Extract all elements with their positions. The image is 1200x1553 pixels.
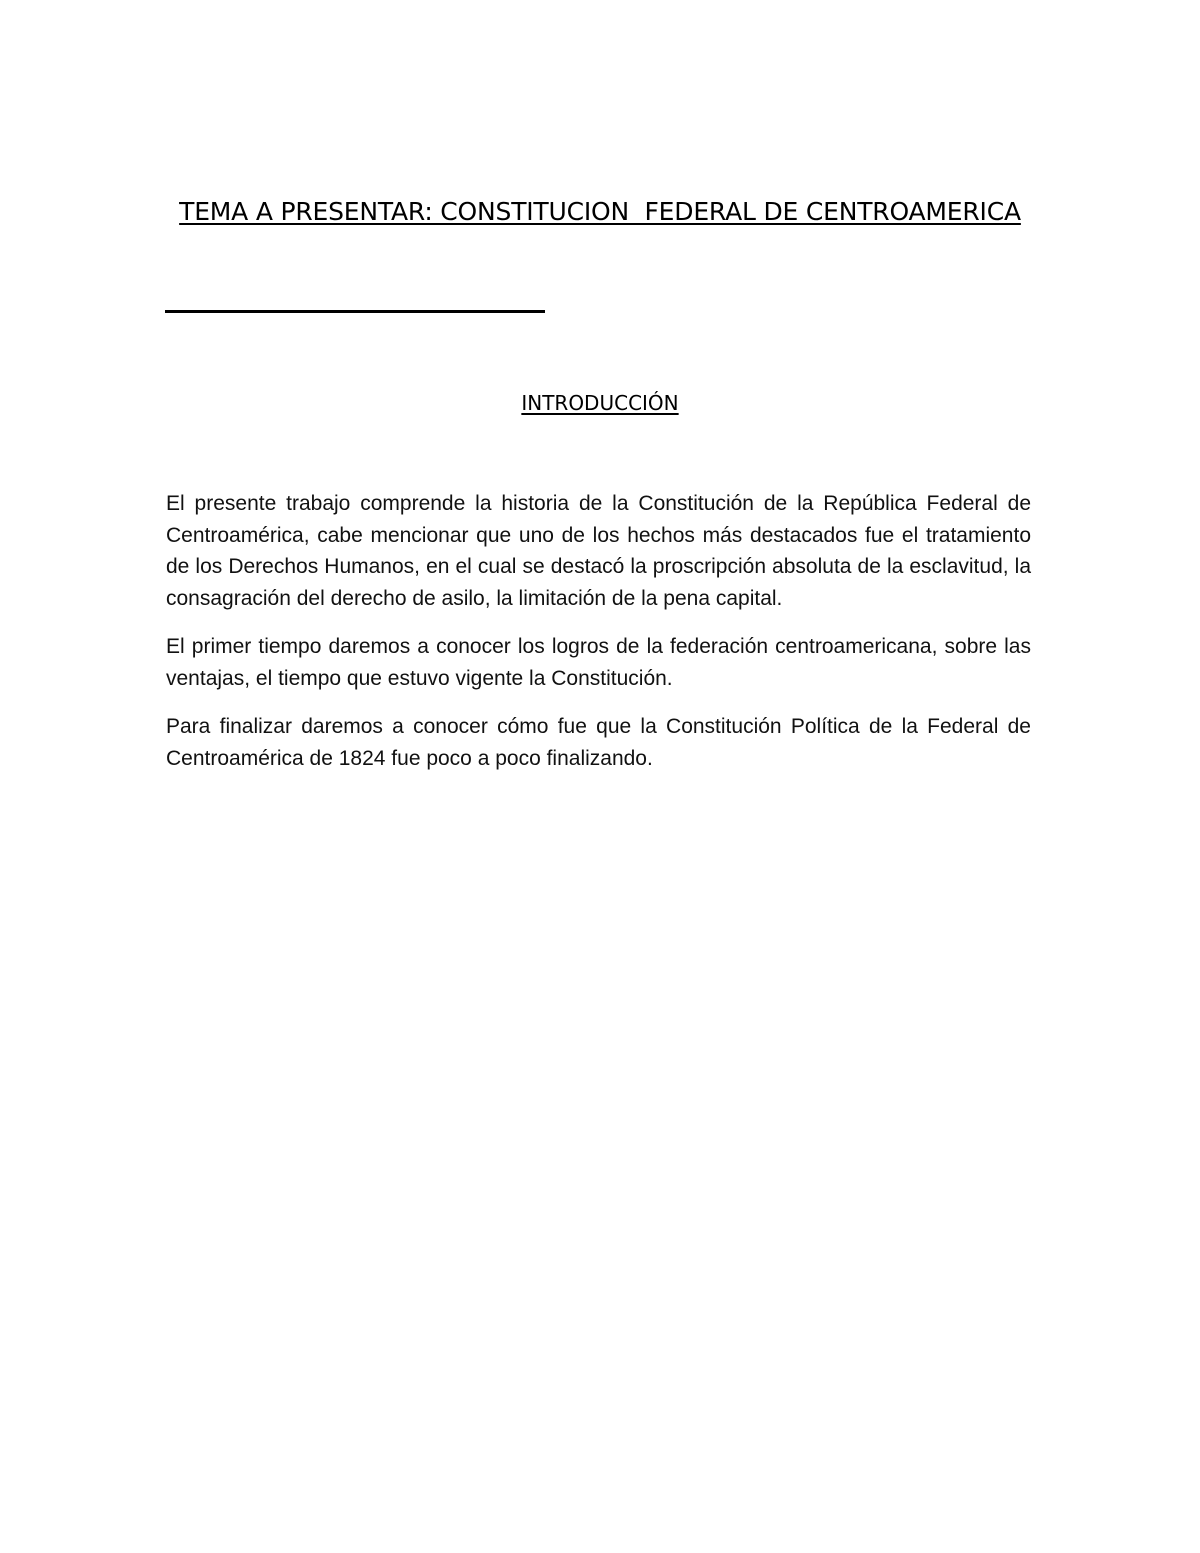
paragraph-1: El presente trabajo comprende la historia de la Constitución de la República Federal de Centroamérica, cabe mencionar que uno de los hechos más destacados fue el tratamiento de los Derechos Humanos, en el cual se destacó la proscripción absoluta de la esclavitud, la consagración del derecho de asilo, la limitación de la pena capital. [166,492,1031,610]
paragraph-3: Para finalizar daremos a conocer cómo fue que la Constitución Política de la Federal de Centroamérica de 1824 fue poco a poco finalizando. [166,715,1031,770]
document-title-text: TEMA A PRESENTAR: CONSTITUCION FEDERAL DE CENTROAMERICA [179,197,1021,226]
signature-line [165,310,545,313]
section-heading [160,388,1040,418]
paragraph-2: El primer tiempo daremos a conocer los logros de la federación centroamericana, sobre las ventajas, el tiempo que estuvo vigente la Constitución. [166,635,1031,690]
body-text [166,488,1031,791]
document-title [160,193,1040,230]
section-heading-text: INTRODUCCIÓN [521,391,679,415]
